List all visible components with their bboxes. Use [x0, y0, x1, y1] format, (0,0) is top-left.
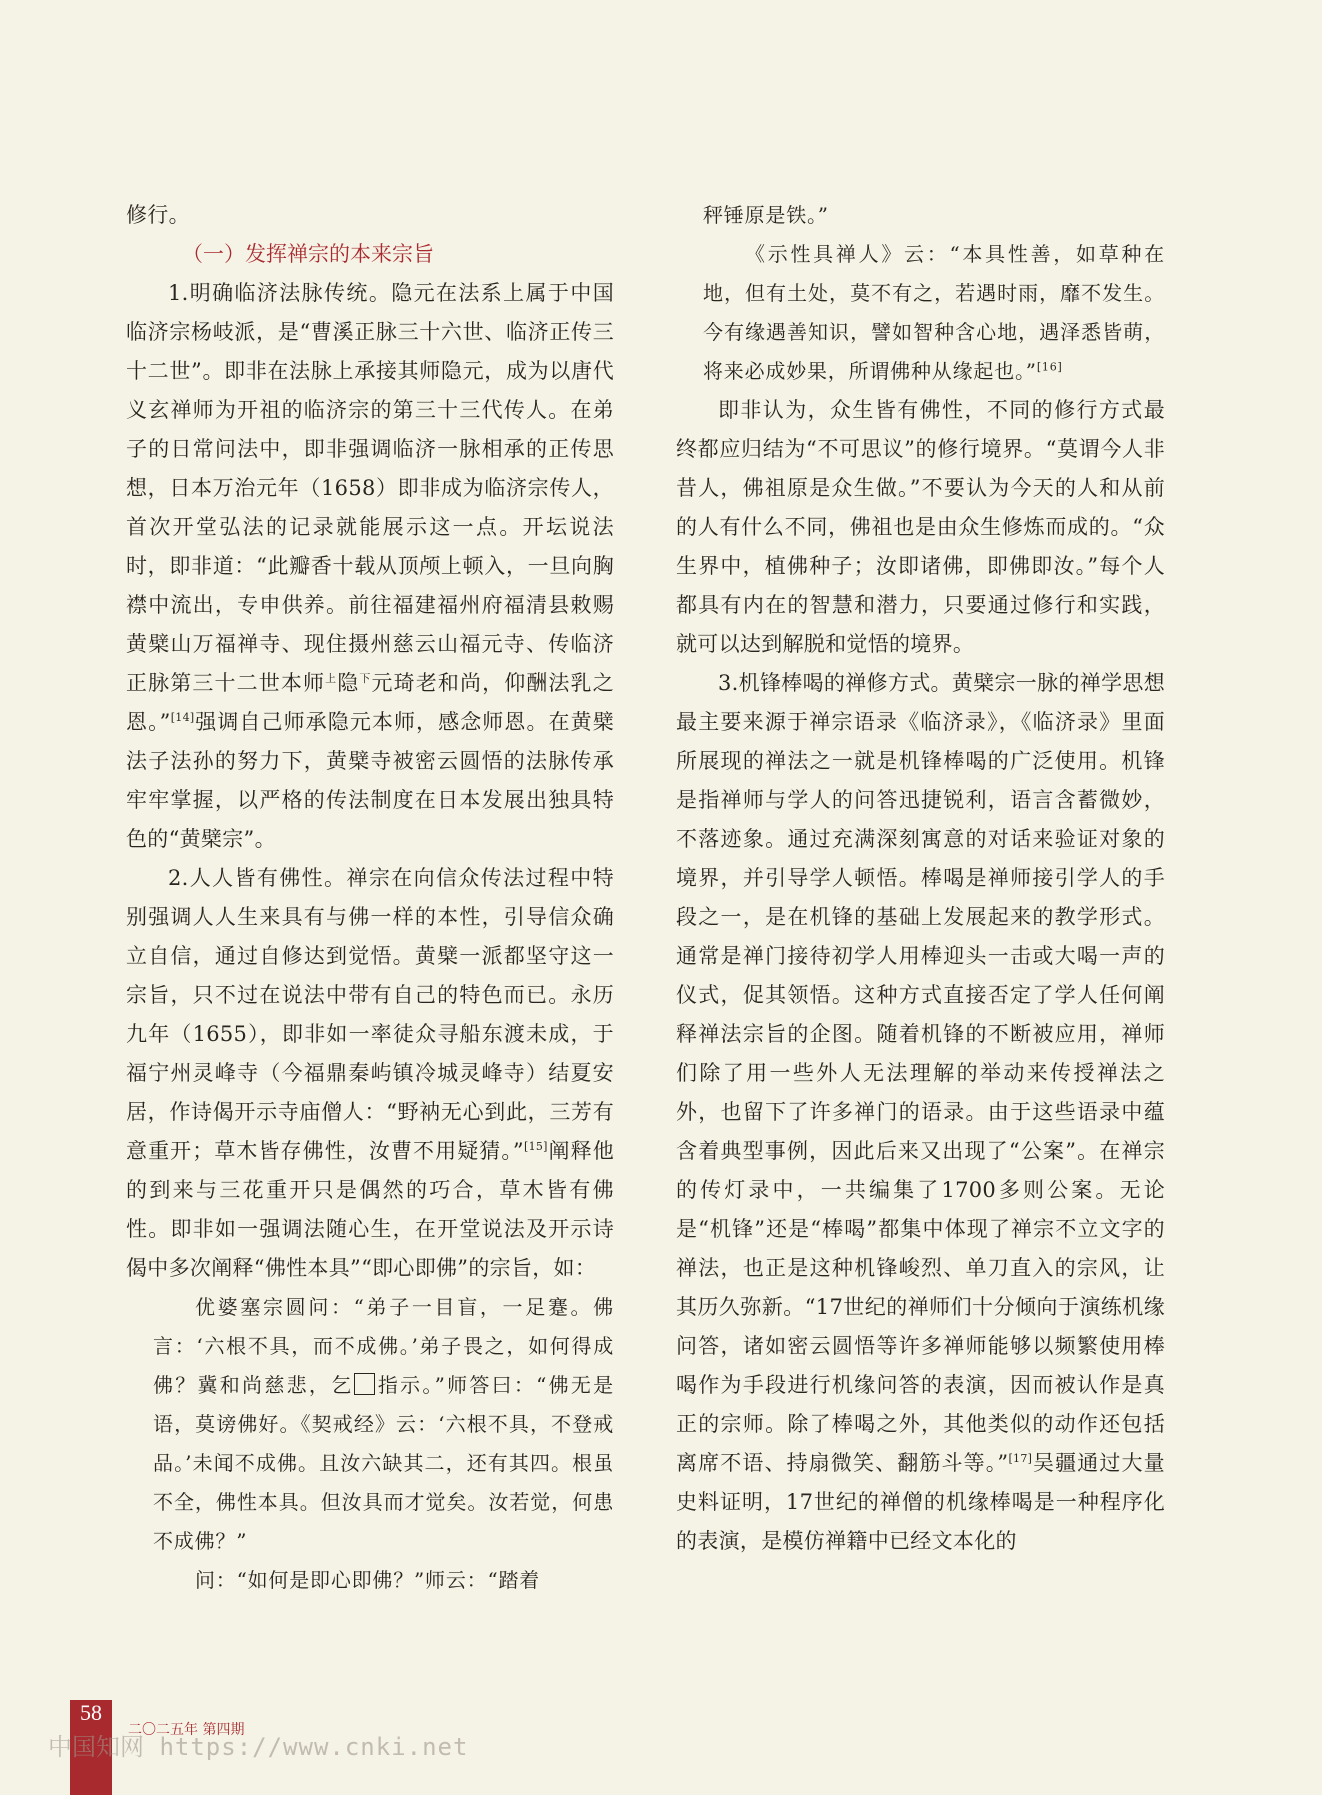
cnki-watermark: 中国知网 https://www.cnki.net: [48, 1733, 469, 1761]
issue-label: 二〇二五年 第四期: [128, 1722, 245, 1738]
citation-ref: [14]: [170, 711, 195, 724]
citation-ref: [17]: [1008, 1452, 1033, 1465]
superscript-mark: 上: [325, 672, 338, 685]
inline-note: 今福鼎秦屿镇冷城灵峰寺: [281, 1061, 527, 1085]
block-quote: 优婆塞宗圆问：“弟子一目盲，一足蹇。佛言：‘六根不具，而不成佛。’弟子畏之，如何得成佛？冀和尚慈悲，乞 指示。”师答曰：“佛无是语，莫谤佛好。《契戒经》云：‘六根不具，不登戒品。’未闻不成佛。且汝六缺其二，还有其四。根虽不全，佛性本具。但汝具而才觉矣。汝若觉，何患不成佛？”: [153, 1295, 614, 1553]
citation-ref: [15]: [523, 1140, 548, 1153]
missing-character-box: [354, 1373, 375, 1395]
section-heading: （一）发挥禅宗的本来宗旨: [182, 242, 434, 266]
paragraph-interpretation: 即非认为，众生皆有佛性，不同的修行方式最终都应归结为“不可思议”的修行境界。“莫谓今人非昔人，佛祖原是众生做。”不要认为今天的人和从前的人有什么不同，佛祖也是由众生修炼而成的。“众生界中，植佛种子；汝即诸佛，即佛即汝。”每个人都具有内在的智慧和潜力，只要通过修行和实践，就可以达到解脱和觉悟的境界。: [676, 398, 1165, 656]
paragraph-lead: 3.机锋棒喝的禅修方式。: [718, 671, 952, 695]
paragraph-lead: 1.明确临济法脉传统。: [168, 281, 392, 305]
superscript-mark: 下: [359, 672, 372, 685]
block-quote-continuation: 秤锤原是铁。”: [703, 203, 829, 227]
paragraph-lead: 2.人人皆有佛性。: [168, 866, 347, 890]
right-column: [676, 196, 1165, 1561]
paragraph-lineage: 1.明确临济法脉传统。隐元在法系上属于中国临济宗杨岐派，是“曹溪正脉三十六世、临济正传三十二世”。即非在法脉上承接其师隐元，成为以唐代义玄禅师为开祖的临济宗的第三十三代传人。在弟子的日常问法中，即非强调临济一脉相承的正传思想，日本万治元年（1658）即非成为临济宗传人，首次开堂弘法的记录就能展示这一点。开坛说法时，即非道：“此瓣香十载从顶颅上顿入，一旦向胸襟中流出，专申供养。前往福建福州府福清县敕赐黄檗山万福禅寺、现住摄州慈云山福元寺、传临济正脉第三十二世本师$^上$隐$^下$元琦老和尚，仰酬法乳之恩。”[14]强调自己师承隐元本师，感念师恩。在黄檗法子法孙的努力下，黄檗寺被密云圆悟的法脉传承牢牢掌握，以严格的传法制度在日本发展出独具特色的“黄檗宗”。: [126, 281, 615, 851]
block-quote: 《示性具禅人》云：“本具性善，如草种在地，但有土处，莫不有之，若遇时雨，靡不发生。今有缘遇善知识，譬如智种含心地，遇泽悉皆萌，将来必成妙果，所谓佛种从缘起也。”[16]: [703, 242, 1165, 383]
paragraph-chan-method: 3.机锋棒喝的禅修方式。黄檗宗一脉的禅学思想最主要来源于禅宗语录《临济录》，《临济录》里面所展现的禅法之一就是机锋棒喝的广泛使用。机锋是指禅师与学人的问答迅捷锐利，语言含蓄微妙，不落迹象。通过充满深刻寓意的对话来验证对象的境界，并引导学人顿悟。棒喝是禅师接引学人的手段之一，是在机锋的基础上发展起来的教学形式。通常是禅门接待初学人用棒迎头一击或大喝一声的仪式，促其领悟。这种方式直接否定了学人任何阐释禅法宗旨的企图。随着机锋的不断被应用，禅师们除了用一些外人无法理解的举动来传授禅法之外，也留下了许多禅门的语录。由于这些语录中蕴含着典型事例，因此后来又出现了“公案”。在禅宗的传灯录中，一共编集了1700多则公案。无论是“机锋”还是“棒喝”都集中体现了禅宗不立文字的禅法，也正是这种机锋峻烈、单刀直入的宗风，让其历久弥新。“17世纪的禅师们十分倾向于演练机缘问答，诸如密云圆悟等许多禅师能够以频繁使用棒喝作为手段进行机缘问答的表演，因而被认作是真正的宗师。除了棒喝之外，其他类似的动作还包括离席不语、持扇微笑、翻筋斗等。”[17]吴疆通过大量史料证明，17世纪的禅僧的机缘棒喝是一种程序化的表演，是模仿禅籍中已经文本化的: [676, 671, 1166, 1553]
paragraph-continuation: 修行。: [126, 203, 190, 227]
citation-ref: [16]: [1036, 360, 1063, 374]
left-column: [126, 196, 614, 1600]
block-quote: 问：“如何是即心即佛？”师云：“踏着: [195, 1568, 541, 1592]
paragraph-buddha-nature: 2.人人皆有佛性。禅宗在向信众传法过程中特别强调人人生来具有与佛一样的本性，引导信众确立自信，通过自修达到觉悟。黄檗一派都坚守这一宗旨，只不过在说法中带有自己的特色而已。永历九年（1655），即非如一率徒众寻船东渡未成，于福宁州灵峰寺（今福鼎秦屿镇冷城灵峰寺）结夏安居，作诗偈开示寺庙僧人：“野衲无心到此，三芳有意重开；草木皆存佛性，汝曹不用疑猜。”[15]阐释他的到来与三花重开只是偶然的巧合，草木皆有佛性。即非如一强调法随心生，在开堂说法及开示诗偈中多次阐释“佛性本具”“即心即佛”的宗旨，如：: [126, 866, 615, 1280]
page-number: 58: [80, 1700, 102, 1725]
